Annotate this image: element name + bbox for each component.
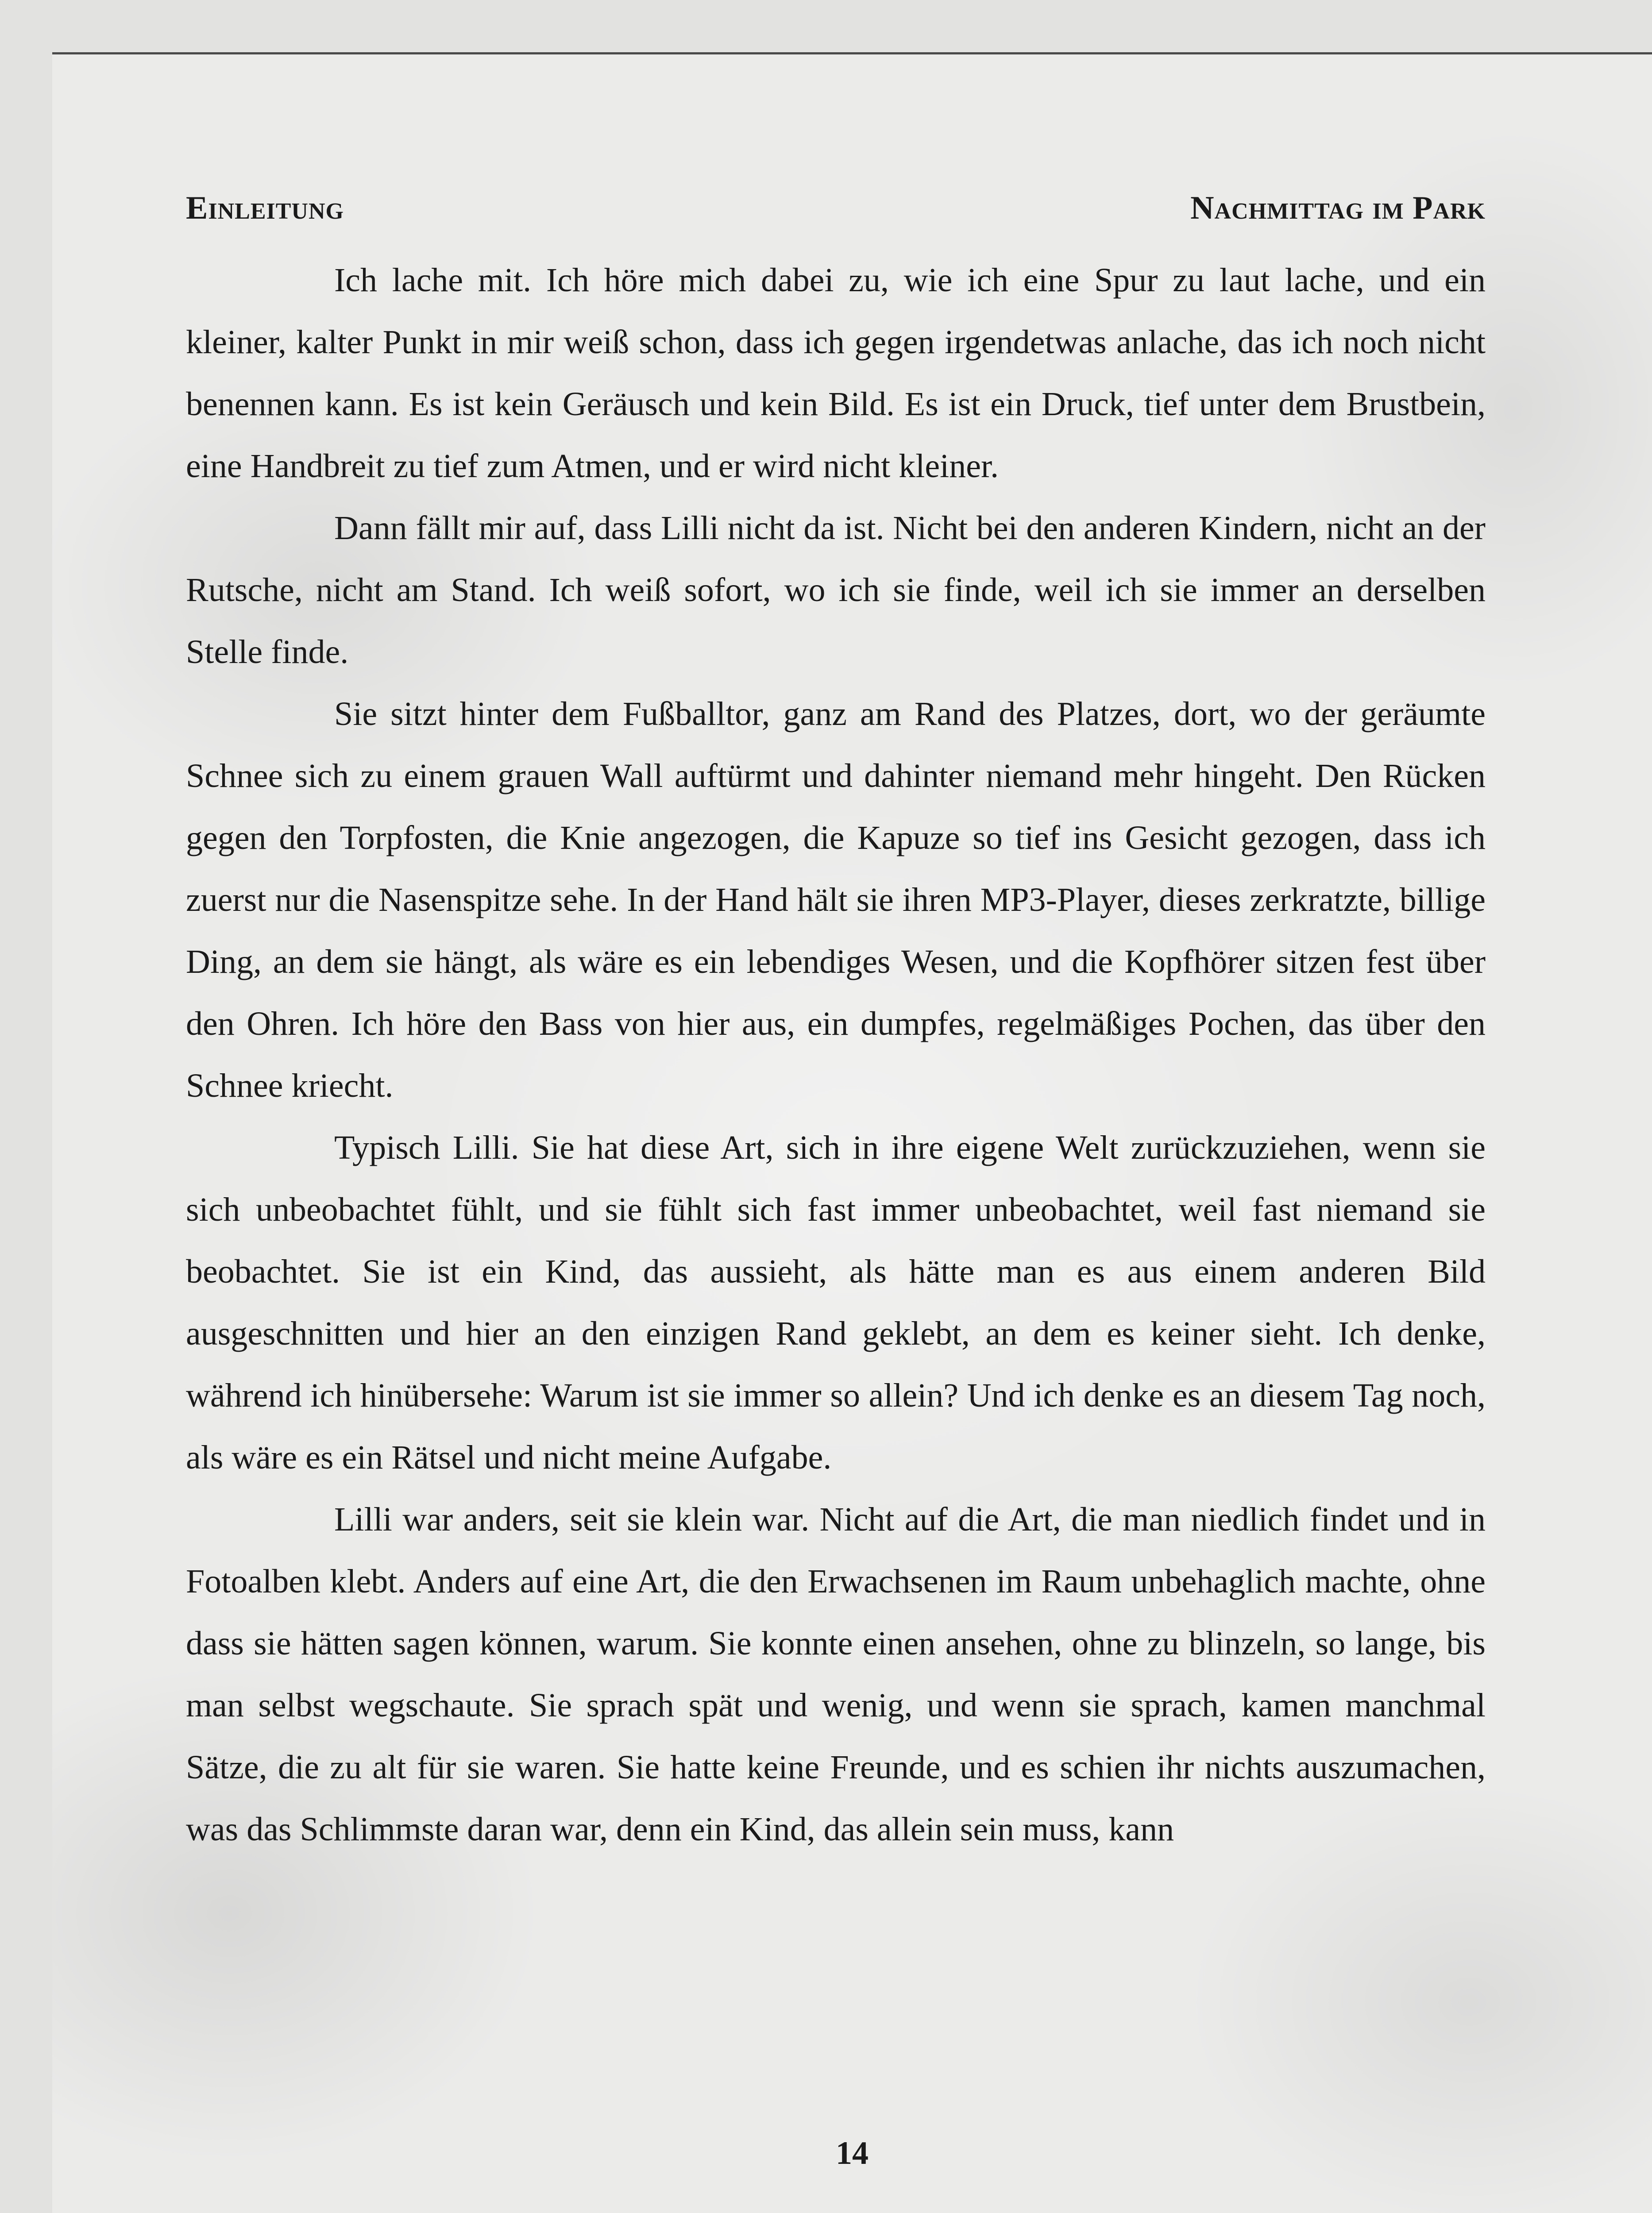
body-text bbox=[186, 249, 1486, 1860]
paragraph: Ich lache mit. Ich höre mich dabei zu, wie ich eine Spur zu laut lache, und ein kleiner, kalter Punkt in mir weiß schon, dass ich gegen irgendetwas anlache, das ich noch nicht benennen kann. Es ist kein Geräusch und kein Bild. Es ist ein Druck, tief unter dem Brustbein, eine Handbreit zu tief zum Atmen, und er wird nicht kleiner. bbox=[186, 262, 1486, 485]
paragraph: Sie sitzt hinter dem Fußballtor, ganz am Rand des Platzes, dort, wo der geräumte Schnee sich zu einem grauen Wall auftürmt und dahinter niemand mehr hingeht. Den Rücken gegen den Torpfosten, die Knie angezogen, die Kapuze so tief ins Gesicht gezogen, dass ich zuerst nur die Nasenspitze sehe. In der Hand hält sie ihren MP3-Player, dieses zerkratzte, billige Ding, an dem sie hängt, als wäre es ein lebendiges Wesen, und die Kopfhörer sitzen fest über den Ohren. Ich höre den Bass von hier aus, ein dumpfes, regelmäßiges Pochen, das über den Schnee kriecht. bbox=[186, 695, 1486, 1104]
paragraph: Typisch Lilli. Sie hat diese Art, sich in ihre eigene Welt zurückzuziehen, wenn sie sich unbeobachtet fühlt, und sie fühlt sich fast immer unbeobachtet, weil fast niemand sie beobachtet. Sie ist ein Kind, das aussieht, als hätte man es aus einem anderen Bild ausgeschnitten und hier an den einzigen Rand geklebt, an dem es keiner sieht. Ich denke, während ich hinübersehe: Warum ist sie immer so allein? Und ich denke es an diesem Tag noch, als wäre es ein Rätsel und nicht meine Aufgabe. bbox=[186, 1129, 1486, 1476]
running-header bbox=[186, 189, 1486, 229]
paragraph: Dann fällt mir auf, dass Lilli nicht da ist. Nicht bei den anderen Kindern, nicht an der Rutsche, nicht am Stand. Ich weiß sofort, wo ich sie finde, weil ich sie immer an derselben Stelle finde. bbox=[186, 509, 1486, 671]
paragraph: Lilli war anders, seit sie klein war. Nicht auf die Art, die man niedlich findet und in Fotoalben klebt. Anders auf eine Art, die den Erwachsenen im Raum unbehaglich machte, ohne dass sie hätten sagen können, warum. Sie konnte einen ansehen, ohne zu blinzeln, so lange, bis man selbst wegschaute. Sie sprach spät und wenig, und wenn sie sprach, kamen manchmal Sätze, die zu alt für sie waren. Sie hatte keine Freunde, und es schien ihr nichts auszumachen, was das Schlimmste daran war, denn ein Kind, das allein sein muss, kann bbox=[186, 1501, 1486, 1848]
page-number: 14 bbox=[836, 2135, 868, 2171]
section-title: Nachmittag im Park bbox=[1190, 190, 1486, 226]
book-page bbox=[52, 52, 1652, 2213]
chapter-title: Einleitung bbox=[186, 190, 344, 226]
